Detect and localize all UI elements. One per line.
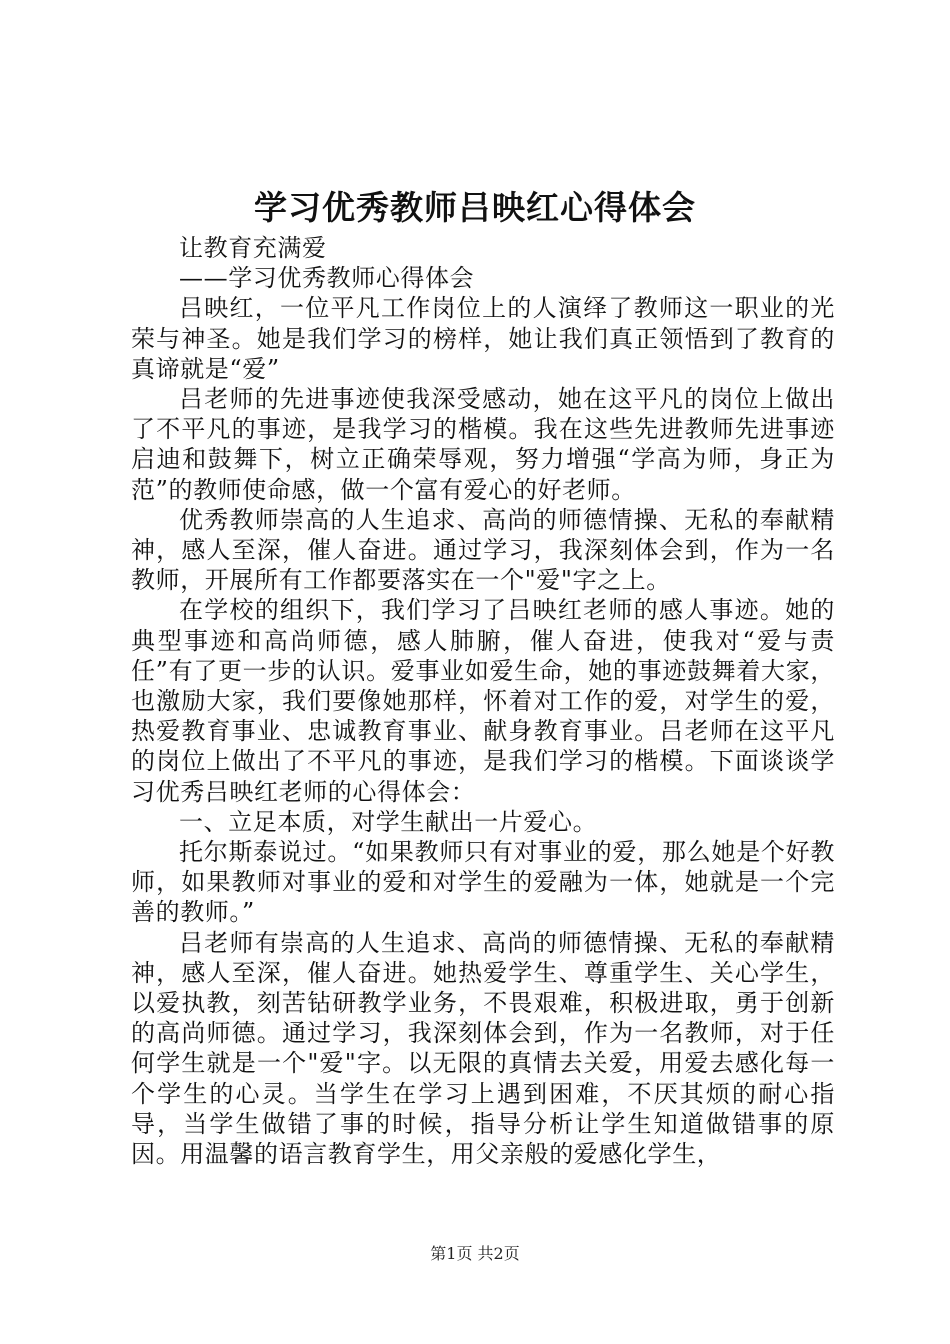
paragraph: 在学校的组织下，我们学习了吕映红老师的感人事迹。她的典型事迹和高尚师德，感人肺腑，催人奋进，使我对“爱与责任”有了更一步的认识。爱事业如爱生命，她的事迹鼓舞着大家，也激励大家，我们要像她那样，怀着对工作的爱，对学生的爱，热爱教育事业、忠诚教育事业、献身教育事业。吕老师在这平凡的岗位上做出了不平凡的事迹，是我们学习的楷模。下面谈谈学习优秀吕映红老师的心得体会： — [131, 596, 835, 806]
page-number-footer: 第1页 共2页 — [430, 1244, 520, 1263]
paragraph: 优秀教师崇高的人生追求、高尚的师德情操、无私的奉献精神，感人至深，催人奋进。通过学习，我深刻体会到，作为一名教师，开展所有工作都要落实在一个"爱"字之上。 — [131, 505, 835, 595]
paragraph: 吕映红，一位平凡工作岗位上的人演绎了教师这一职业的光荣与神圣。她是我们学习的榜样，她让我们真正领悟到了教育的真谛就是“爱” — [131, 294, 835, 383]
paragraph: 一、立足本质，对学生献出一片爱心。 — [179, 807, 598, 836]
paragraph: 吕老师的先进事迹使我深受感动，她在这平凡的岗位上做出了不平凡的事迹，是我学习的楷模。我在这些先进教师先进事迹启迪和鼓舞下，树立正确荣辱观，努力增强“学高为师，身正为范”的教师使命感，做一个富有爱心的好老师。 — [131, 385, 835, 504]
document-title: 学习优秀教师吕映红心得体会 — [254, 188, 696, 227]
document-body — [131, 233, 835, 1169]
paragraph: 吕老师有崇高的人生追求、高尚的师德情操、无私的奉献精神，感人至深，催人奋进。她热爱学生、尊重学生、关心学生，以爱执教，刻苦钻研教学业务，不畏艰难，积极进取，勇于创新的高尚师德。通过学习，我深刻体会到，作为一名教师，对于任何学生就是一个"爱"字。以无限的真情去关爱，用爱去感化每一个学生的心灵。当学生在学习上遇到困难，不厌其烦的耐心指导，当学生做错了事的时候，指导分析让学生知道做错事的原因。用温馨的语言教育学生，用父亲般的爱感化学生， — [131, 928, 835, 1169]
paragraph: ——学习优秀教师心得体会 — [179, 264, 475, 293]
paragraph: 托尔斯泰说过。“如果教师只有对事业的爱，那么她是个好教师，如果教师对事业的爱和对学生的爱融为一体，她就是一个完善的教师。” — [131, 838, 835, 927]
paragraph: 让教育充满爱 — [179, 234, 327, 262]
